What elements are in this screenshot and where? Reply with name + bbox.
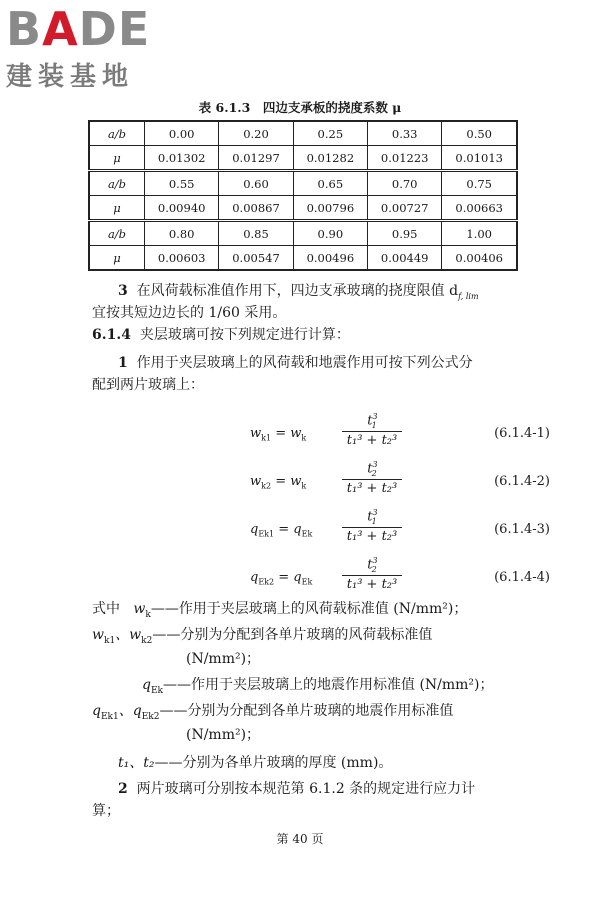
formula	[250, 508, 550, 552]
fraction-numerator: $t^3_2$	[342, 460, 402, 480]
table-cell: 0.00796	[293, 196, 367, 221]
table-row	[89, 196, 517, 221]
table-cell: 0.01297	[219, 146, 293, 171]
formula-lhs: $q_{Ek2} = q_{Ek}$	[250, 570, 313, 587]
fraction-numerator: $t^3_2$	[342, 556, 402, 576]
formula-fraction	[342, 508, 402, 544]
row-label: μ	[89, 146, 145, 171]
table-cell: 0.70	[368, 171, 442, 196]
logo-subtitle: 建装基地	[6, 62, 135, 92]
page-number: 第 40 页	[276, 832, 324, 846]
row-label: a/b	[89, 171, 145, 196]
def-wk1-wk2: $w_{k1}$、$w_{k2}——$分别为分配到各单片玻璃的风荷载标准值	[92, 627, 433, 646]
fraction-denominator: t₁³ + t₂³	[346, 480, 398, 496]
fraction-denominator: t₁³ + t₂³	[346, 432, 398, 448]
table-cell: 0.00449	[368, 246, 442, 271]
table-cell: 0.01013	[442, 146, 517, 171]
table-cell: 0.00727	[368, 196, 442, 221]
table-cell: 0.00547	[219, 246, 293, 271]
table-row	[89, 246, 517, 271]
para-3: 3 在风荷载标准值作用下，四边支承玻璃的挠度限值 $d_{f, lim}$	[118, 283, 479, 301]
table-cell: 0.00496	[293, 246, 367, 271]
section-6-1-4: 6.1.4 夹层玻璃可按下列规定进行计算：	[92, 327, 350, 343]
formula-fraction	[342, 556, 402, 592]
fraction-denominator: t₁³ + t₂³	[346, 576, 398, 592]
table-cell: 0.00	[145, 121, 219, 146]
equation-number: (6.1.4-2)	[494, 474, 550, 489]
para-3-cont: 宜按其短边边长的 1/60 采用。	[92, 305, 287, 321]
table-cell: 0.01302	[145, 146, 219, 171]
table-cell: 0.00406	[442, 246, 517, 271]
def-t: t₁、t₂——分别为各单片玻璃的厚度 (mm)。	[118, 755, 393, 771]
table-cell: 0.60	[219, 171, 293, 196]
item-2: 2 两片玻璃可分别按本规范第 6.1.2 条的规定进行应力计	[118, 781, 476, 797]
table-cell: 0.01282	[293, 146, 367, 171]
table-cell: 0.90	[293, 221, 367, 246]
table-cell: 0.65	[293, 171, 367, 196]
table-cell: 0.33	[368, 121, 442, 146]
row-label: a/b	[89, 121, 145, 146]
table-cell: 0.01223	[368, 146, 442, 171]
table-cell: 0.55	[145, 171, 219, 196]
table-cell: 0.00663	[442, 196, 517, 221]
table-cell: 0.50	[442, 121, 517, 146]
table-cell: 0.00603	[145, 246, 219, 271]
table-row	[89, 221, 517, 246]
equation-number: (6.1.4-1)	[494, 426, 550, 441]
formula-fraction	[342, 460, 402, 496]
formula-lhs: $w_{k1} = w_k$	[250, 426, 307, 443]
table-cell: 1.00	[442, 221, 517, 246]
def-wk-unit: (N/mm²)；	[186, 651, 261, 667]
fraction-numerator: $t^3_1$	[342, 508, 402, 528]
equation-number: (6.1.4-3)	[494, 522, 550, 537]
table-cell: 0.00940	[145, 196, 219, 221]
table-cell: 0.25	[293, 121, 367, 146]
def-qek1-qek2: $q_{Ek1}$、$q_{Ek2}——$分别为分配到各单片玻璃的地震作用标准值	[92, 703, 454, 722]
item-2-cont: 算；	[92, 803, 120, 819]
item-1: 1 作用于夹层玻璃上的风荷载和地震作用可按下列公式分	[118, 355, 473, 371]
formula	[250, 460, 550, 504]
def-qek-unit: (N/mm²)；	[186, 727, 261, 743]
table-cell: 0.75	[442, 171, 517, 196]
table-cell: 0.85	[219, 221, 293, 246]
def-qek: $q_{Ek}——$作用于夹层玻璃上的地震作用标准值 (N/mm²)；	[142, 677, 494, 696]
row-label: a/b	[89, 221, 145, 246]
formula	[250, 412, 550, 456]
deflection-coefficient-table	[88, 120, 518, 271]
def-wk: 式中 $w_k——$作用于夹层玻璃上的风荷载标准值 (N/mm²)；	[92, 601, 468, 620]
table-cell: 0.20	[219, 121, 293, 146]
formula-fraction	[342, 412, 402, 448]
fraction-numerator: $t^3_1$	[342, 412, 402, 432]
row-label: μ	[89, 246, 145, 271]
table-cell: 0.80	[145, 221, 219, 246]
table-row	[89, 121, 517, 146]
table-cell: 0.95	[368, 221, 442, 246]
table-row	[89, 171, 517, 196]
table-cell: 0.00867	[219, 196, 293, 221]
row-label: μ	[89, 196, 145, 221]
formula-lhs: $w_{k2} = w_k$	[250, 474, 307, 491]
item-1-cont: 配到两片玻璃上：	[92, 377, 204, 393]
formula-lhs: $q_{Ek1} = q_{Ek}$	[250, 522, 313, 539]
fraction-denominator: t₁³ + t₂³	[346, 528, 398, 544]
bade-logo	[6, 2, 176, 96]
table-row	[89, 146, 517, 171]
formula	[250, 556, 550, 600]
logo-wordmark: BADE	[6, 2, 151, 56]
table-caption: 表 6.1.3 四边支承板的挠度系数 μ	[198, 100, 402, 115]
equation-number: (6.1.4-4)	[494, 570, 550, 585]
